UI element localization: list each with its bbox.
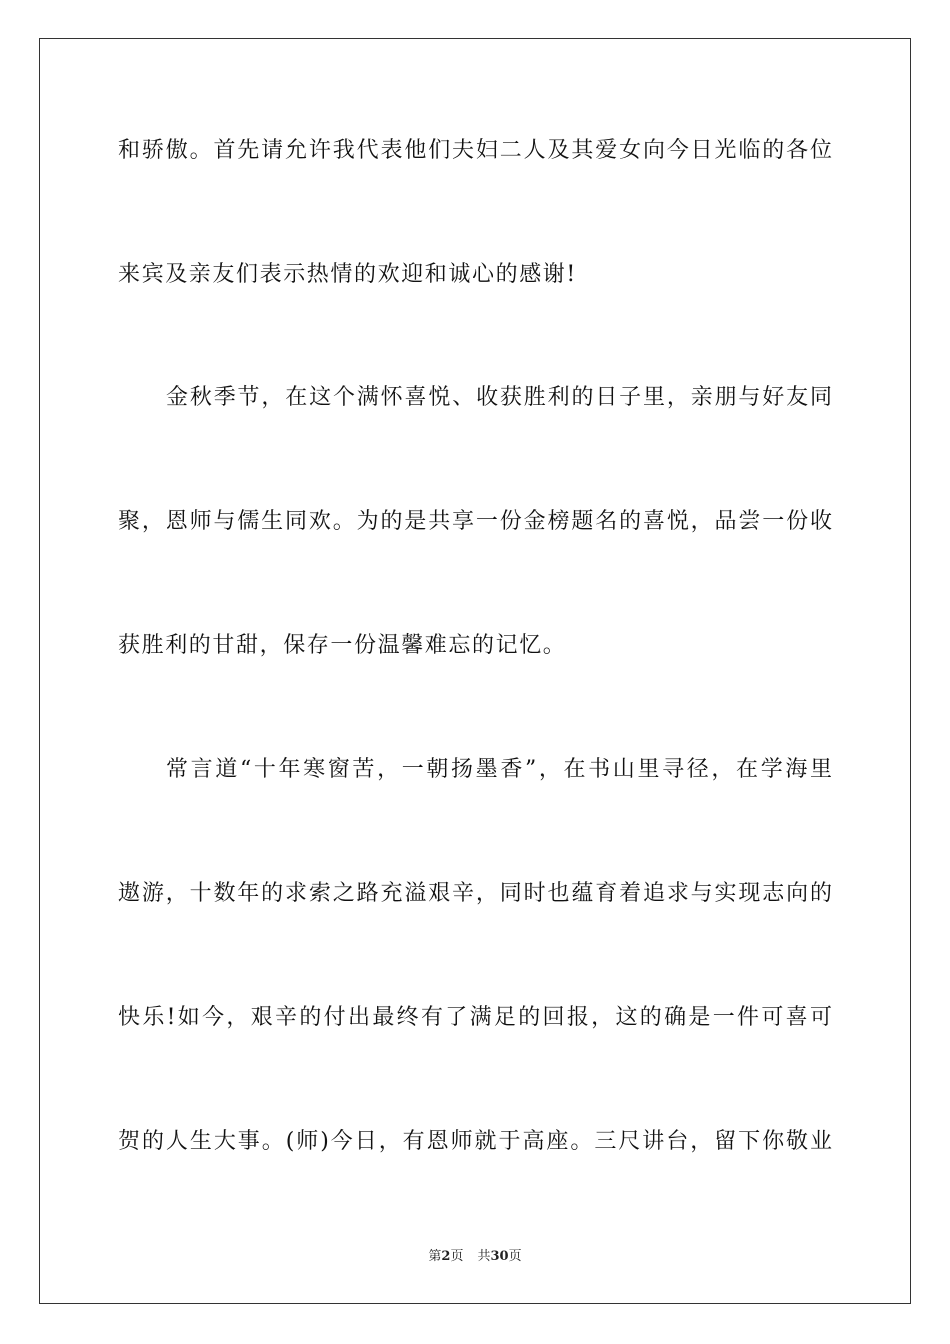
text-line-1: 和骄傲。首先请允许我代表他们夫妇二人及其爱女向今日光临的各位 <box>118 138 832 163</box>
text-line-9: 贺的人生大事。(师)今日，有恩师就于高座。三尺讲台，留下你敬业 <box>118 1129 832 1154</box>
page-footer <box>0 1249 950 1265</box>
text-line-3: 金秋季节，在这个满怀喜悦、收获胜利的日子里，亲朋与好友同 <box>166 385 832 410</box>
page-suffix: 页 <box>450 1249 464 1264</box>
text-line-2: 来宾及亲友们表示热情的欢迎和诚心的感谢! <box>118 262 577 287</box>
text-line-7: 遨游，十数年的求索之路充溢艰辛，同时也蕴育着追求与实现志向的 <box>118 881 832 906</box>
total-prefix: 共 <box>477 1249 491 1264</box>
text-line-6: 常言道“十年寒窗苦，一朝扬墨香”，在书山里寻径，在学海里 <box>166 757 832 782</box>
page-border <box>39 38 911 1304</box>
page-prefix: 第 <box>428 1249 442 1264</box>
page-current: 2 <box>441 1249 451 1264</box>
page-total: 30 <box>490 1249 509 1264</box>
text-line-8: 快乐!如今，艰辛的付出最终有了满足的回报，这的确是一件可喜可 <box>118 1005 832 1030</box>
text-line-4: 聚，恩师与儒生同欢。为的是共享一份金榜题名的喜悦，品尝一份收 <box>118 509 832 534</box>
text-line-5: 获胜利的甘甜，保存一份温馨难忘的记忆。 <box>118 633 567 658</box>
total-suffix: 页 <box>508 1249 522 1264</box>
